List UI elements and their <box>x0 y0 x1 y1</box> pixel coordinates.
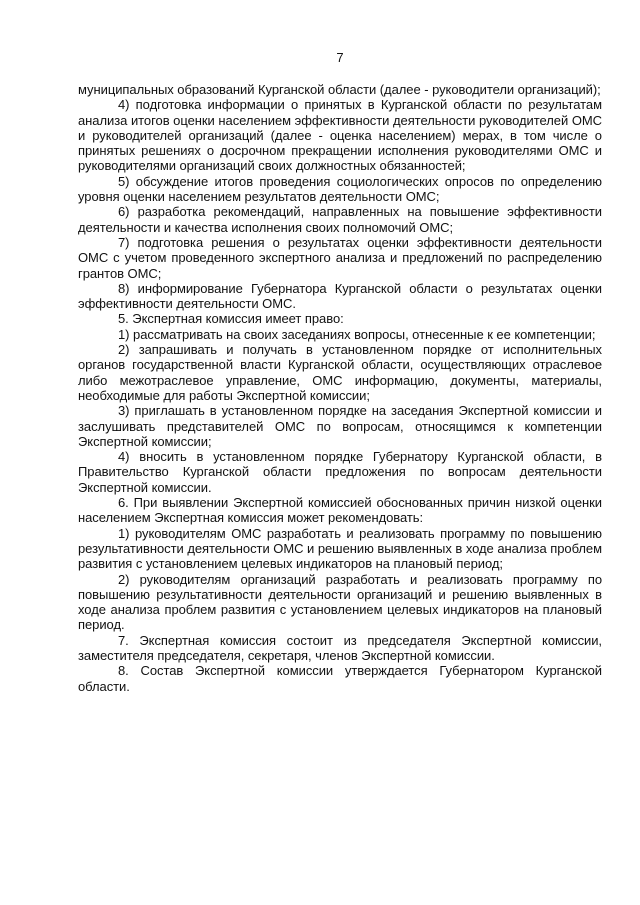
paragraph: 6) разработка рекомендаций, направленных на повышение эффективности деятельности и качества исполнения своих полномочий ОМС; <box>78 204 602 235</box>
document-page <box>78 48 602 694</box>
paragraph: 8) информирование Губернатора Курганской области о результатах оценки эффективности деятельности ОМС. <box>78 280 602 312</box>
paragraph: 1) руководителям ОМС разработать и реализовать программу по повышению результативности деятельности ОМС и решению выявленных в ходе анализа проблем развития с установлением целевых индикаторов на плановый период; <box>78 525 602 572</box>
paragraph: 4) подготовка информации о принятых в Курганской области по результатам анализа итогов оценки населением эффективности деятельности руководителей ОМС и руководителей организаций (далее - оценка населением) мерах, в том числе о принятых решениях о досрочном прекращении исполнения руководителями ОМС и руководителями организаций своих должностных обязанностей; <box>78 97 602 174</box>
paragraph: 4) вносить в установленном порядке Губернатору Курганской области, в Правительство Курганской области предложения по вопросам деятельности Экспертной комиссии. <box>78 449 602 495</box>
paragraph: 8. Состав Экспертной комиссии утверждается Губернатором Курганской области. <box>78 663 602 694</box>
paragraph: 5) обсуждение итогов проведения социологических опросов по определению уровня оценки населением результатов деятельности ОМС; <box>78 173 602 205</box>
paragraph: муниципальных образований Курганской области (далее - руководители организаций); <box>78 82 601 97</box>
paragraph: 7) подготовка решения о результатах оценки эффективности деятельности ОМС с учетом проведенного экспертного анализа и предложений по распределению грантов ОМС; <box>78 234 602 281</box>
paragraph: 5. Экспертная комиссия имеет право: <box>118 311 344 327</box>
document-body <box>78 82 602 694</box>
page-number: 7 <box>336 50 344 65</box>
paragraph: 7. Экспертная комиссия состоит из председателя Экспертной комиссии, заместителя председателя, секретаря, членов Экспертной комиссии. <box>78 632 602 663</box>
paragraph: 3) приглашать в установленном порядке на заседания Экспертной комиссии и заслушивать представителей ОМС по вопросам, относящимся к компетенции Экспертной комиссии; <box>78 403 602 449</box>
paragraph: 1) рассматривать на своих заседаниях вопросы, отнесенные к ее компетенции; <box>118 326 596 342</box>
paragraph: 2) запрашивать и получать в установленном порядке от исполнительных органов государственной власти Курганской области, осуществляющих отраслевое либо межотраслевое управление, ОМС информацию, документы, материалы, необходимые для работы Экспертной комиссии; <box>78 342 602 403</box>
paragraph: 6. При выявлении Экспертной комиссией обоснованных причин низкой оценки населением Экспертная комиссия может рекомендовать: <box>78 495 602 526</box>
paragraph: 2) руководителям организаций разработать и реализовать программу по повышению результативности деятельности организаций и решению выявленных в ходе анализа проблем развития с установлением целевых индикаторов на плановый период. <box>78 571 602 633</box>
